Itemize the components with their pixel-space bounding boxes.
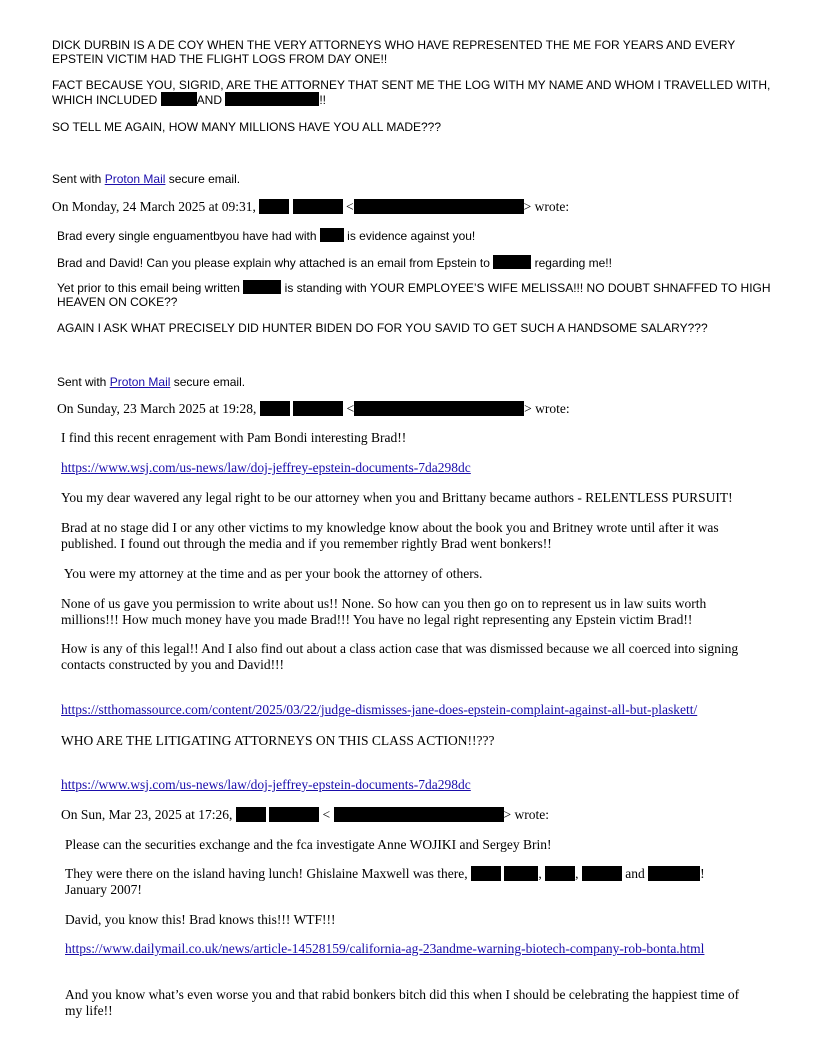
text-span: They were there on the island having lunch! Ghislaine Maxwell was there, — [65, 866, 471, 881]
quote-header — [52, 199, 569, 215]
text-span: ! — [700, 866, 705, 881]
text-line: contacts constructed by you and David!!! — [61, 657, 285, 672]
tell-paragraph: SO TELL ME AGAIN, HOW MANY MILLIONS HAVE YOU ALL MADE??? — [52, 120, 442, 134]
text-span: and — [621, 866, 649, 881]
quoted-paragraph: You my dear wavered any legal right to be our attorney when you and Brittany became authors - RELENTLESS PURSUIT! — [61, 490, 733, 505]
text-line: millions!!! How much money have you made Brad!!! You have no legal right representing any Epstein victim Brad!! — [61, 612, 693, 627]
redaction — [648, 866, 700, 881]
signature-line — [57, 375, 245, 389]
text-span: > wrote: — [524, 401, 570, 416]
text-span: is evidence against you! — [343, 229, 476, 243]
wsj-article-link[interactable]: https://www.wsj.com/us-news/law/doj-jeffrey-epstein-documents-7da298dc — [61, 777, 471, 792]
text-span: Brad every single enguamentbyou have had with — [57, 229, 320, 243]
text-line: None of us gave you permission to write about us!! None. So how can you then go on to represent us in law suits worth — [61, 596, 707, 611]
text-line — [52, 92, 770, 107]
text-span: On Sun, Mar 23, 2025 at 17:26, — [61, 807, 236, 822]
quoted-paragraph: WHO ARE THE LITIGATING ATTORNEYS ON THIS CLASS ACTION!!??? — [61, 733, 495, 748]
quoted-paragraph — [57, 255, 612, 270]
redaction — [354, 199, 524, 214]
redaction — [334, 807, 504, 822]
text-span: Yet prior to this email being written — [57, 281, 244, 295]
redaction — [493, 255, 531, 269]
text-span: secure email. — [165, 172, 241, 186]
redaction — [582, 866, 622, 881]
quoted-paragraph — [57, 228, 475, 243]
proton-mail-link[interactable]: Proton Mail — [109, 375, 171, 389]
redaction — [354, 401, 524, 416]
text-line — [65, 866, 705, 882]
quoted-paragraph — [65, 866, 705, 898]
text-span: < — [343, 401, 355, 416]
proton-mail-link[interactable]: Proton Mail — [104, 172, 166, 186]
text-span: Sent with — [52, 172, 105, 186]
quoted-paragraph — [65, 987, 739, 1019]
text-span: , — [538, 866, 546, 881]
text-span: is standing with YOUR EMPLOYEE’S WIFE MELISSA!!! NO DOUBT SHNAFFED TO HIGH — [281, 281, 771, 295]
text-line: Brad at no stage did I or any other victims to my knowledge know about the book you and Britney wrote until after it was — [61, 520, 719, 535]
text-span: < — [342, 199, 354, 214]
text-span: < — [319, 807, 334, 822]
opening-paragraph — [52, 38, 735, 66]
text-line: DICK DURBIN IS A DE COY WHEN THE VERY ATTORNEYS WHO HAVE REPRESENTED THE ME FOR YEARS AND EVERY — [52, 38, 736, 52]
text-span: Brad and David! Can you please explain why attached is an email from Epstein to — [57, 256, 494, 270]
text-line: my life!! — [65, 1003, 113, 1018]
redaction — [225, 92, 319, 106]
text-line: January 2007! — [65, 882, 142, 897]
text-span: secure email. — [170, 375, 246, 389]
text-span: regarding me!! — [531, 256, 612, 270]
text-line: published. I found out through the media and if you remember rightly Brad went bonkers!! — [61, 536, 552, 551]
redaction — [260, 401, 290, 416]
quote-header — [61, 807, 549, 823]
text-line: HEAVEN ON COKE?? — [57, 295, 178, 309]
text-span: On Sunday, 23 March 2025 at 19:28, — [57, 401, 260, 416]
quoted-paragraph — [61, 596, 706, 628]
text-span: WHICH INCLUDED — [52, 93, 161, 107]
text-span: , — [575, 866, 582, 881]
redaction — [545, 866, 575, 881]
text-span: !! — [319, 93, 327, 107]
link-wrapper — [61, 702, 697, 718]
fact-paragraph — [52, 78, 770, 107]
redaction — [471, 866, 501, 881]
dailymail-article-link[interactable]: https://www.dailymail.co.uk/news/article-14528159/california-ag-23andme-warning-biotech-company-rob-bonta.html — [65, 941, 705, 956]
stthomas-source-link[interactable]: https://stthomassource.com/content/2025/03/22/judge-dismisses-jane-does-epstein-complaint-against-all-but-plaskett/ — [61, 702, 698, 717]
redaction — [269, 807, 319, 822]
text-span: > wrote: — [503, 807, 549, 822]
text-span: Sent with — [57, 375, 110, 389]
signature-line — [52, 172, 240, 186]
link-wrapper — [61, 777, 471, 793]
text-line: EPSTEIN VICTIM HAD THE FLIGHT LOGS FROM DAY ONE!! — [52, 52, 388, 66]
redaction — [161, 92, 197, 106]
quote-header — [57, 401, 570, 417]
quoted-paragraph — [57, 280, 771, 309]
quoted-paragraph: Please can the securities exchange and the fca investigate Anne WOJIKI and Sergey Brin! — [65, 837, 552, 852]
quoted-paragraph: David, you know this! Brad knows this!!! WTF!!! — [65, 912, 336, 927]
text-line: And you know what’s even worse you and that rabid bonkers bitch did this when I should be celebrating the happiest time of — [65, 987, 740, 1002]
link-wrapper — [61, 460, 471, 476]
text-line: FACT BECAUSE YOU, SIGRID, ARE THE ATTORNEY THAT SENT ME THE LOG WITH MY NAME AND WHOM I TRAVELLED WITH, — [52, 78, 771, 92]
text-span: > wrote: — [523, 199, 570, 214]
text-span: On Monday, 24 March 2025 at 09:31, — [52, 199, 260, 214]
redaction — [293, 401, 343, 416]
wsj-article-link[interactable]: https://www.wsj.com/us-news/law/doj-jeffrey-epstein-documents-7da298dc — [61, 460, 471, 475]
quoted-paragraph — [61, 641, 738, 673]
quoted-paragraph: You were my attorney at the time and as per your book the attorney of others. — [61, 566, 483, 581]
text-line: How is any of this legal!! And I also find out about a class action case that was dismissed because we all coerced into signing — [61, 641, 739, 656]
quoted-paragraph: I find this recent enragement with Pam Bondi interesting Brad!! — [61, 430, 407, 445]
redaction — [320, 228, 344, 242]
redaction — [243, 280, 281, 294]
redaction — [259, 199, 289, 214]
link-wrapper — [65, 941, 704, 957]
text-line — [57, 280, 771, 295]
text-span: AND — [196, 93, 226, 107]
quoted-paragraph — [61, 520, 719, 552]
redaction — [236, 807, 266, 822]
redaction — [293, 199, 343, 214]
quoted-paragraph: AGAIN I ASK WHAT PRECISELY DID HUNTER BIDEN DO FOR YOU SAVID TO GET SUCH A HANDSOME SALARY??? — [57, 321, 708, 335]
redaction — [504, 866, 538, 881]
